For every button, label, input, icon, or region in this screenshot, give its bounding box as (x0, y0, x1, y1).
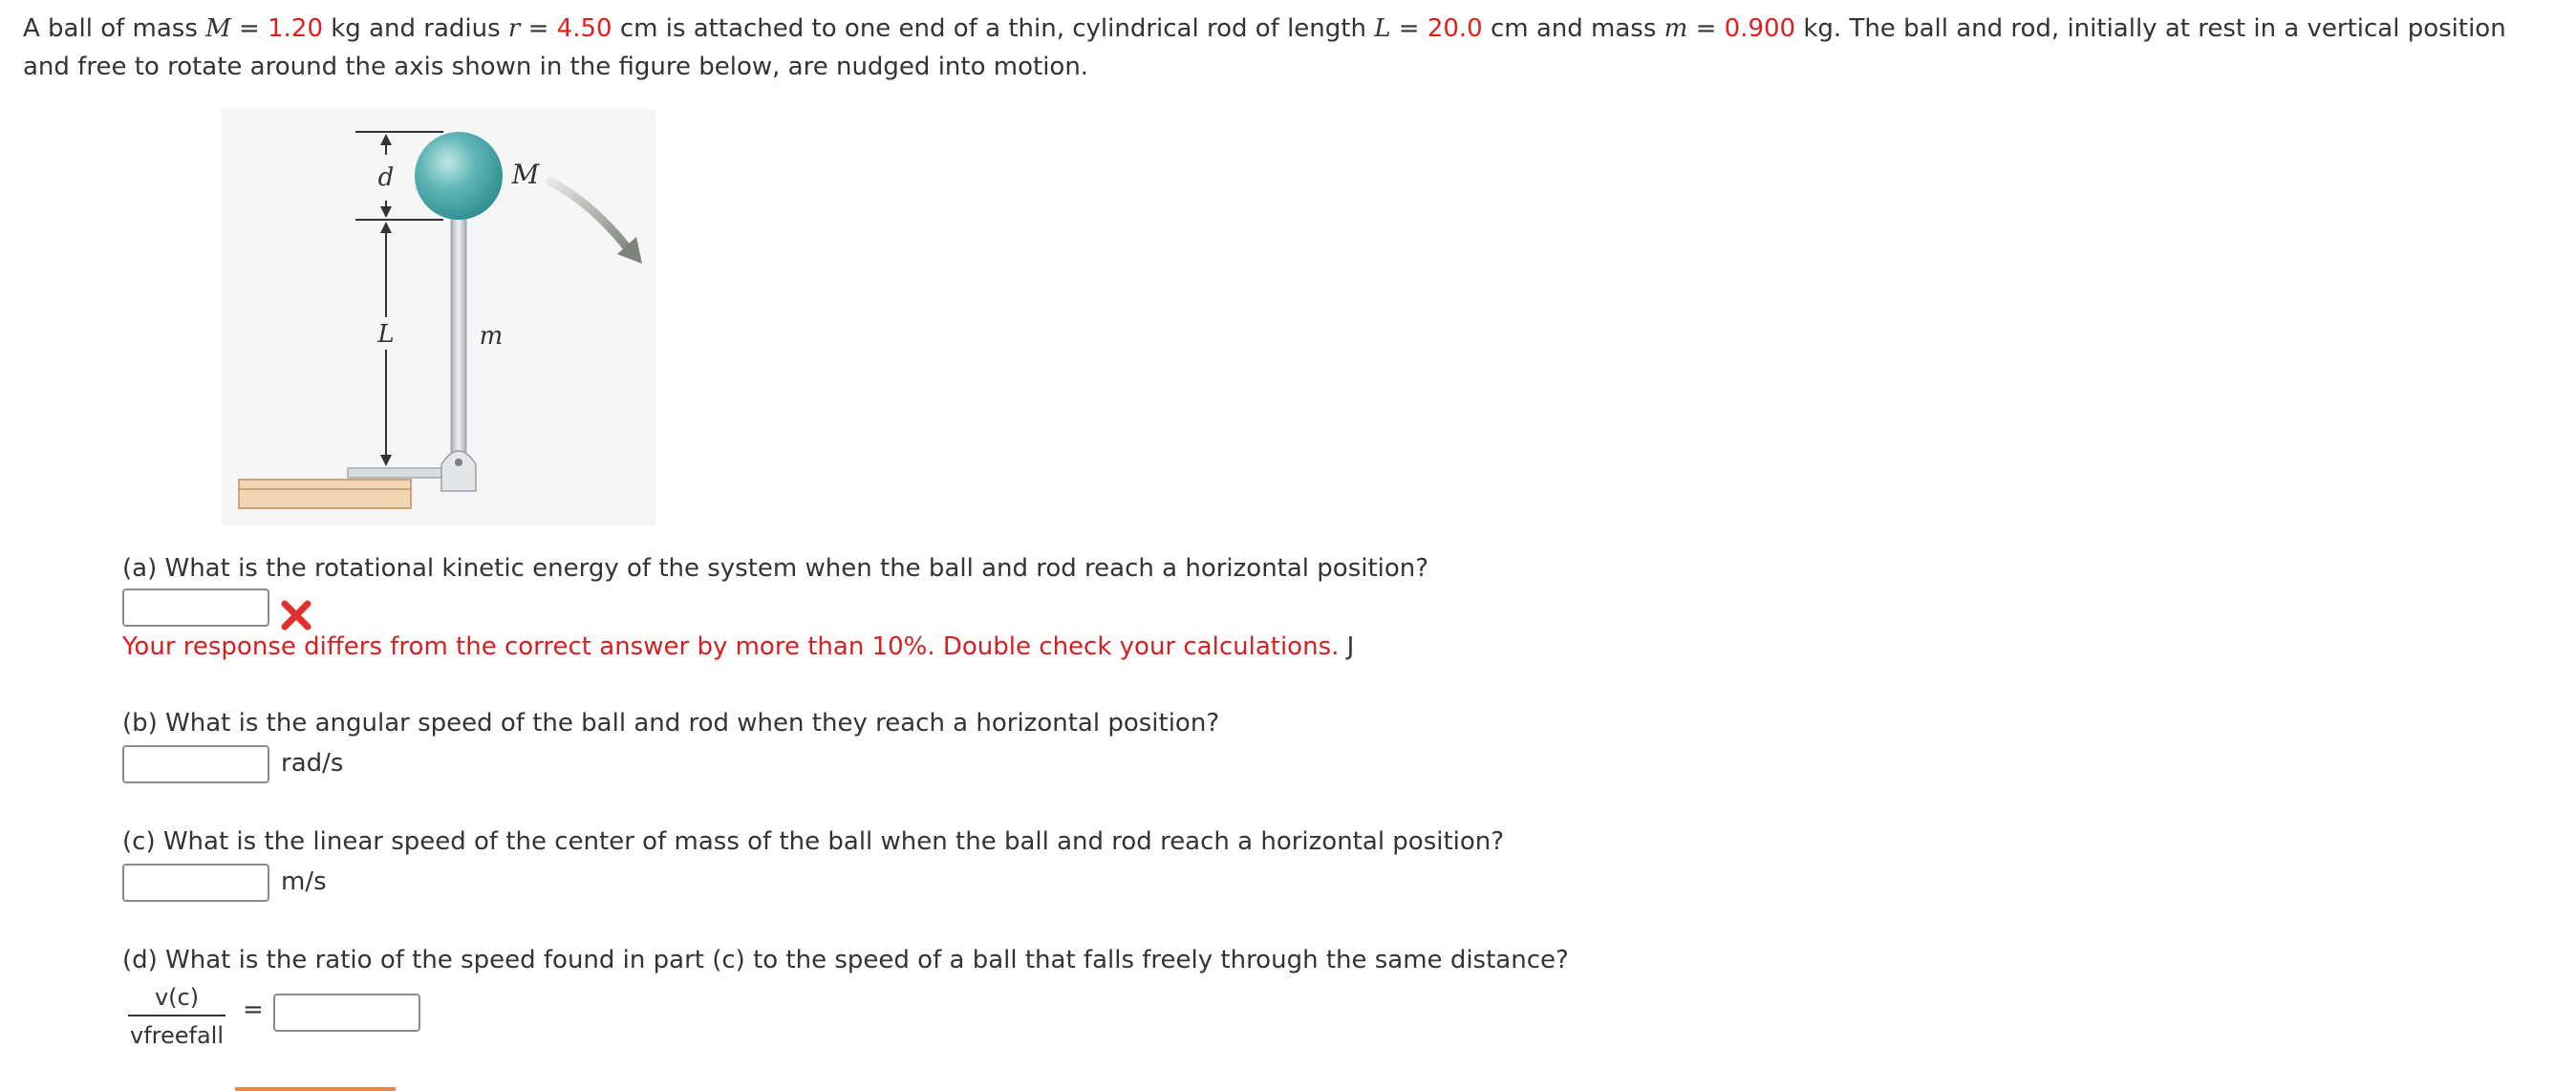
length-symbol: L (1374, 14, 1391, 43)
answer-c-input[interactable] (122, 864, 269, 902)
question-d: (d) What is the ratio of the speed found in part (c) to the speed of a ball that falls freely through the same distance? (122, 946, 1569, 974)
equals: = (520, 14, 557, 43)
intro-text: cm is attached to one end of a thin, cylindrical rod of length (612, 14, 1375, 43)
equals: = (1687, 14, 1725, 43)
intro-text: A ball of mass (23, 14, 206, 43)
equals-sign: = (243, 995, 264, 1024)
ball (415, 132, 503, 220)
question-a: (a) What is the rotational kinetic energy of the system when the ball and rod reach a horizontal position? (122, 554, 1429, 583)
answer-b-unit: rad/s (281, 749, 344, 778)
label-d: d (377, 163, 395, 192)
equals: = (230, 14, 268, 43)
pivot-axis (441, 451, 476, 491)
answer-c-unit: m/s (281, 867, 327, 896)
mass-m-value: 0.900 (1724, 14, 1796, 43)
answer-a-feedback (122, 632, 1354, 661)
answer-a-unit: J (1346, 632, 1355, 661)
mass-M-symbol: M (205, 14, 231, 43)
bottom-tab-edge (235, 1087, 396, 1091)
answer-a-input[interactable] (122, 588, 269, 627)
fraction-numerator: v(c) (154, 984, 200, 1011)
answer-d-input[interactable] (273, 994, 420, 1032)
feedback-text: Your response differs from the correct answer by more than 10%. Double check your calculations. (122, 632, 1340, 661)
radius-symbol: r (507, 14, 521, 43)
mass-M-value: 1.20 (268, 14, 323, 43)
mass-m-symbol: m (1664, 14, 1688, 43)
length-value: 20.0 (1427, 14, 1483, 43)
label-M: M (511, 159, 540, 190)
radius-value: 4.50 (556, 14, 612, 43)
fraction-bar (128, 1015, 225, 1016)
label-L: L (377, 320, 395, 349)
speed-ratio-fraction (128, 984, 225, 1049)
problem-statement (23, 10, 2545, 86)
question-c: (c) What is the linear speed of the center of mass of the ball when the ball and rod reach a horizontal position? (122, 827, 1505, 856)
fraction-denominator: vfreefall (129, 1022, 224, 1049)
question-b: (b) What is the angular speed of the ball and rod when they reach a horizontal position? (122, 709, 1220, 738)
rod (451, 216, 466, 466)
x-mark-icon (279, 598, 313, 632)
label-m: m (479, 322, 504, 351)
intro-text: kg and radius (322, 14, 508, 43)
intro-text: cm and mass (1482, 14, 1664, 43)
intro-text: kg. The ball and rod, initially at rest in a vertical position and free to rotate around the axis shown in the figure below, are nudged into motion. (23, 14, 2506, 81)
equals: = (1390, 14, 1428, 43)
ball-rod-figure (222, 109, 655, 525)
answer-b-input[interactable] (122, 745, 269, 783)
